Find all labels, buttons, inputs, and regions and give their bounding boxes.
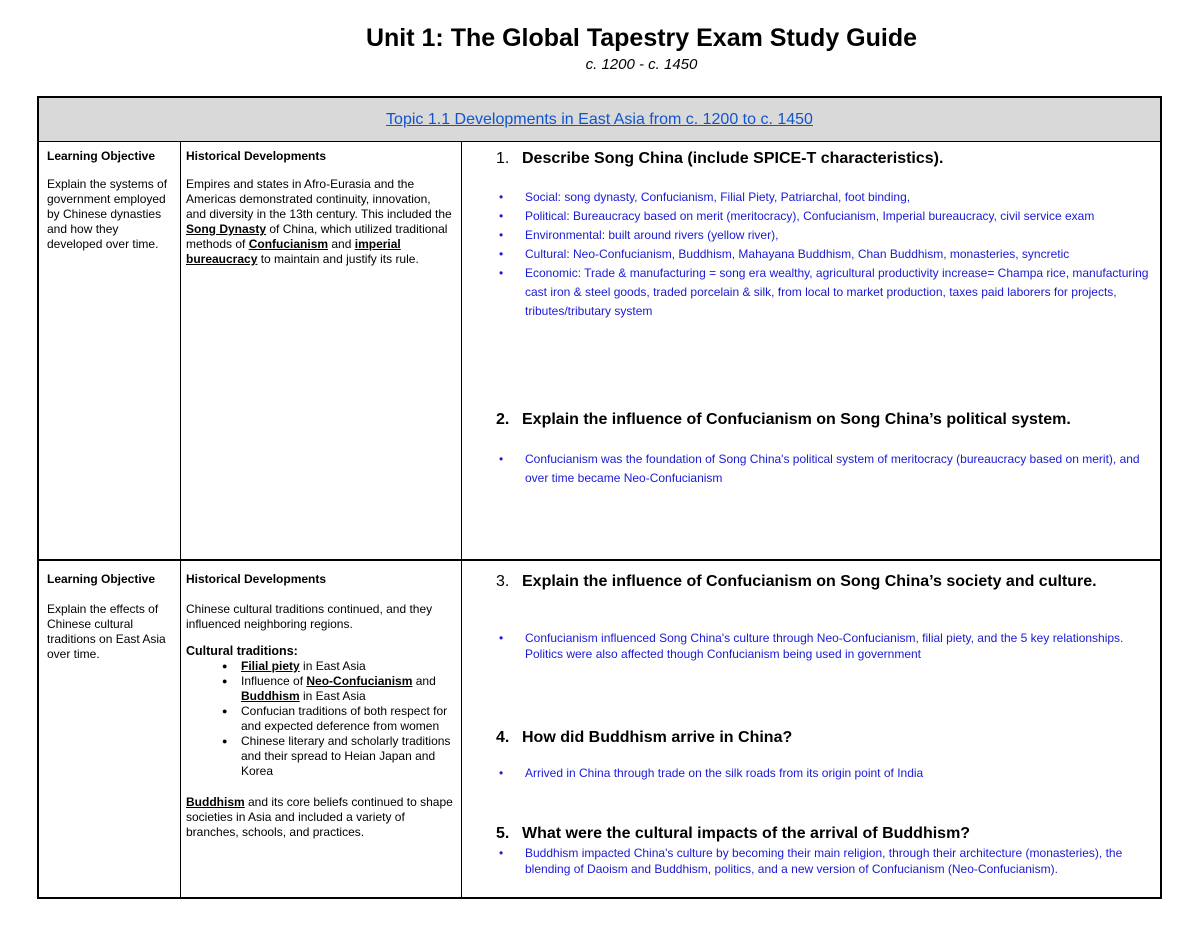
key-term: Song Dynasty [186, 222, 267, 236]
answer-list-1 [499, 188, 1164, 321]
answer-list-5 [499, 845, 1164, 877]
historical-developments-text: Empires and states in Afro-Eurasia and the Americas demonstrated continuity, innovation, and diversity in the 13th century. This included the Song Dynasty of China, which utilized traditional methods of Confucianism and imperial bureaucracy to maintain and justify its rule. [186, 177, 452, 266]
study-guide-table [37, 96, 1162, 899]
list-item: ● Filial piety in East Asia [241, 659, 456, 674]
page-subtitle: c. 1200 - c. 1450 [585, 56, 698, 73]
key-term: Confucianism [248, 237, 329, 251]
question-1: 1. Describe Song China (include SPICE-T characteristics). [496, 150, 944, 167]
learning-objective-text: Explain the effects of Chinese cultural traditions on East Asia over time. [47, 602, 166, 661]
topic-link[interactable]: Topic 1.1 Developments in East Asia from c. 1200 to c. 1450 [386, 111, 813, 128]
answer-item: • Cultural: Neo-Confucianism, Buddhism, Mahayana Buddhism, Chan Buddhism, monasteries, syncretic [499, 245, 1164, 264]
learning-objective-header: Learning Objective [47, 572, 156, 586]
topic-header [39, 98, 1160, 142]
historical-developments-cell [186, 149, 453, 267]
answer-item: • Arrived in China through trade on the silk roads from its origin point of India [499, 765, 1164, 781]
historical-developments-header: Historical Developments [186, 572, 327, 586]
list-item: ● Confucian traditions of both respect for and expected deference from women [241, 704, 456, 734]
answer-list-3 [499, 630, 1164, 662]
answer-item: • Environmental: built around rivers (yellow river), [499, 226, 1164, 245]
historical-developments-text: Chinese cultural traditions continued, and they influenced neighboring regions. [186, 602, 433, 631]
historical-developments-header: Historical Developments [186, 149, 327, 163]
answer-item: • Social: song dynasty, Confucianism, Filial Piety, Patriarchal, foot binding, [499, 188, 1164, 207]
cultural-traditions-header: Cultural traditions: [186, 644, 298, 658]
question-5: 5. What were the cultural impacts of the arrival of Buddhism? [496, 825, 971, 842]
column-divider [461, 141, 462, 899]
learning-objective-cell [47, 149, 175, 252]
column-divider [180, 141, 181, 899]
answer-list-4 [499, 765, 1164, 781]
list-item: ● Chinese literary and scholarly traditions and their spread to Heian Japan and Korea [241, 734, 456, 779]
answer-list-2 [499, 450, 1164, 488]
key-term: imperial bureaucracy [186, 237, 401, 266]
row-divider [39, 559, 1160, 561]
answer-item: • Confucianism influenced Song China's culture through Neo-Confucianism, filial piety, and the 5 key relationships. Politics were also affected though Confucianism being used in government [499, 630, 1164, 662]
buddhism-paragraph: Buddhism and its core beliefs continued to shape societies in Asia and included a variety of branches, schools, and practices. [186, 795, 453, 839]
answer-item: • Buddhism impacted China's culture by becoming their main religion, through their architecture (monasteries), the blending of Daoism and Buddhism, politics, and a new version of Confucianism (Neo-Confucianism). [499, 845, 1164, 877]
question-2: 2. Explain the influence of Confucianism on Song China’s political system. [496, 411, 1071, 428]
question-4: 4. How did Buddhism arrive in China? [496, 729, 793, 746]
page-title: Unit 1: The Global Tapestry Exam Study Guide [365, 24, 918, 52]
cultural-traditions-list [186, 659, 456, 779]
answer-item: • Confucianism was the foundation of Song China's political system of meritocracy (bureaucracy based on merit), and over time became Neo-Confucianism [499, 450, 1164, 488]
answer-item: • Economic: Trade & manufacturing = song era wealthy, agricultural productivity increase= Champa rice, manufacturing cast iron & steel goods, traded porcelain & silk, from local to market production, taxes paid laborers for projects, tributes/tributary system [499, 264, 1164, 321]
learning-objective-text: Explain the systems of government employed by Chinese dynasties and how they developed over time. [47, 177, 168, 251]
learning-objective-cell [47, 572, 175, 662]
answer-item: • Political: Bureaucracy based on merit (meritocracy), Confucianism, Imperial bureaucracy, civil service exam [499, 207, 1164, 226]
historical-developments-cell [186, 572, 456, 840]
list-item: ● Influence of Neo-Confucianism and Buddhism in East Asia [241, 674, 456, 704]
question-3: 3. Explain the influence of Confucianism on Song China’s society and culture. [496, 573, 1097, 590]
learning-objective-header: Learning Objective [47, 149, 156, 163]
